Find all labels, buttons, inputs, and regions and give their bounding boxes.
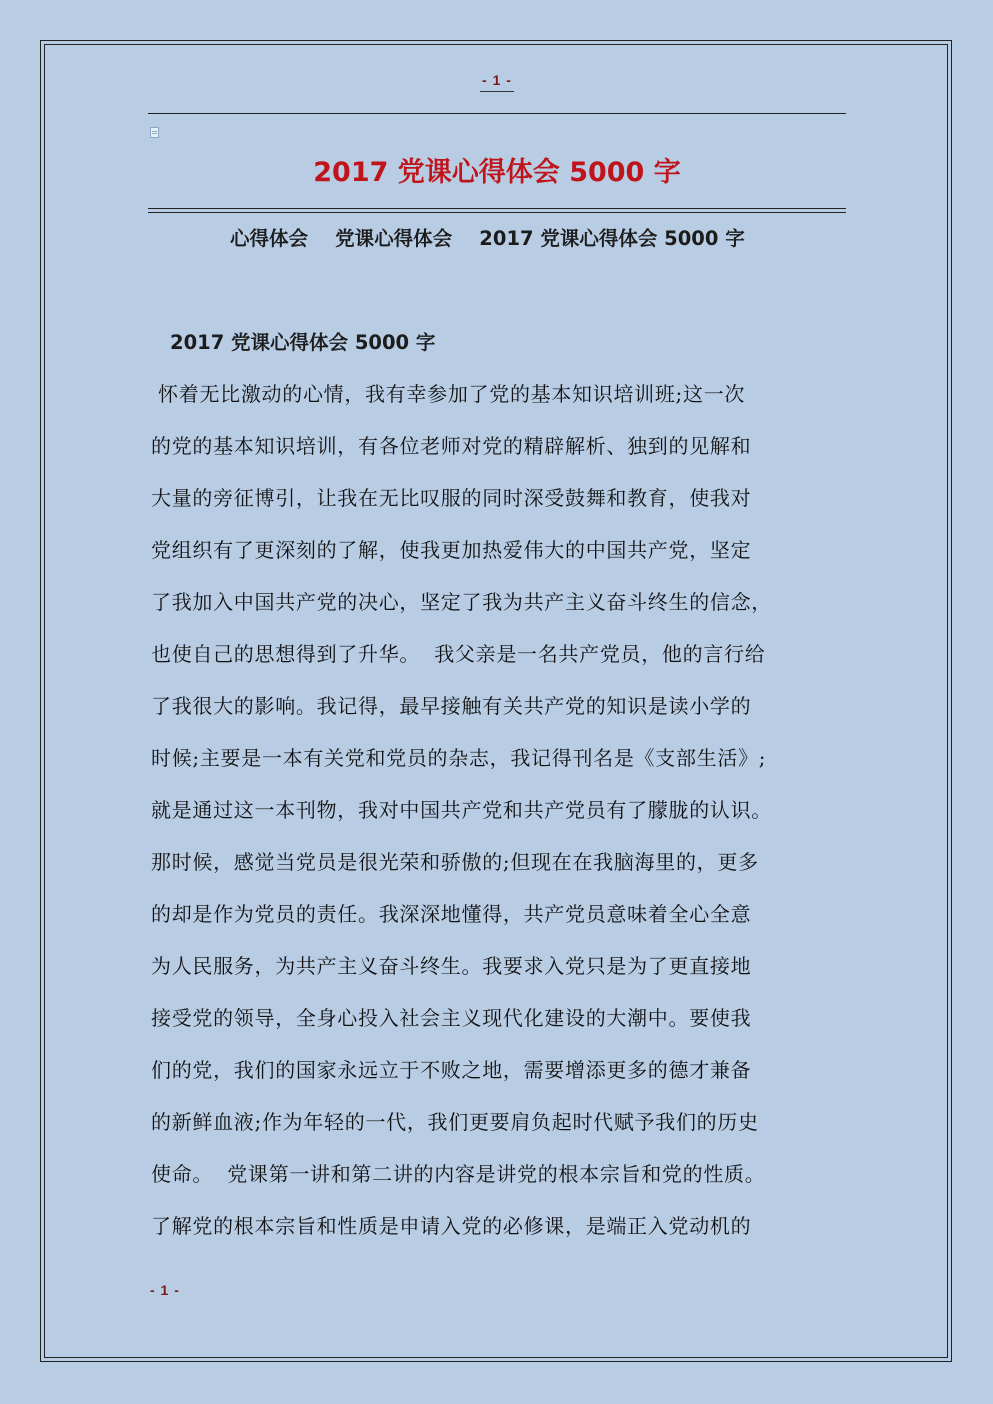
header-page-number: - 1 - <box>480 72 514 92</box>
body-line: 大量的旁征博引，让我在无比叹服的同时深受鼓舞和教育，使我对 <box>151 486 752 510</box>
title-rule-lower <box>148 212 846 213</box>
body-line: 的党的基本知识培训，有各位老师对党的精辟解析、独到的见解和 <box>151 434 752 458</box>
body-line: 了解党的根本宗旨和性质是申请入党的必修课，是端正入党动机的 <box>151 1214 752 1238</box>
body-line: 使命。 党课第一讲和第二讲的内容是讲党的根本宗旨和党的性质。 <box>151 1162 766 1186</box>
body-heading: 2017 党课心得体会 5000 字 <box>170 331 436 354</box>
body-line: 就是通过这一本刊物，我对中国共产党和共产党员有了朦胧的认识。 <box>151 798 772 822</box>
footer-page-number: - 1 - <box>150 1282 180 1298</box>
header-rule <box>148 113 846 114</box>
document-title: 2017 党课心得体会 5000 字 <box>313 157 681 188</box>
body-line: 的新鲜血液;作为年轻的一代，我们更要肩负起时代赋予我们的历史 <box>151 1110 759 1134</box>
body-line: 了我加入中国共产党的决心，坚定了我为共产主义奋斗终生的信念， <box>151 590 772 614</box>
body-line: 那时候，感觉当党员是很光荣和骄傲的;但现在在我脑海里的，更多 <box>151 850 759 874</box>
body-line: 了我很大的影响。我记得，最早接触有关共产党的知识是读小学的 <box>151 694 752 718</box>
body-line: 怀着无比激动的心情，我有幸参加了党的基本知识培训班;这一次 <box>151 382 746 406</box>
document-icon <box>150 127 159 138</box>
body-line: 时候;主要是一本有关党和党员的杂志，我记得刊名是《支部生活》; <box>151 746 767 770</box>
body-line: 接受党的领导，全身心投入社会主义现代化建设的大潮中。要使我 <box>151 1006 752 1030</box>
title-rule-upper <box>148 208 846 209</box>
body-line: 的却是作为党员的责任。我深深地懂得，共产党员意味着全心全意 <box>151 902 752 926</box>
keywords-line: 心得体会 党课心得体会 2017 党课心得体会 5000 字 <box>230 227 745 250</box>
body-text <box>151 368 851 1252</box>
body-line: 党组织有了更深刻的了解，使我更加热爱伟大的中国共产党，坚定 <box>151 538 752 562</box>
body-line: 也使自己的思想得到了升华。 我父亲是一名共产党员，他的言行给 <box>151 642 766 666</box>
body-line: 为人民服务，为共产主义奋斗终生。我要求入党只是为了更直接地 <box>151 954 752 978</box>
body-line: 们的党，我们的国家永远立于不败之地，需要增添更多的德才兼备 <box>151 1058 752 1082</box>
